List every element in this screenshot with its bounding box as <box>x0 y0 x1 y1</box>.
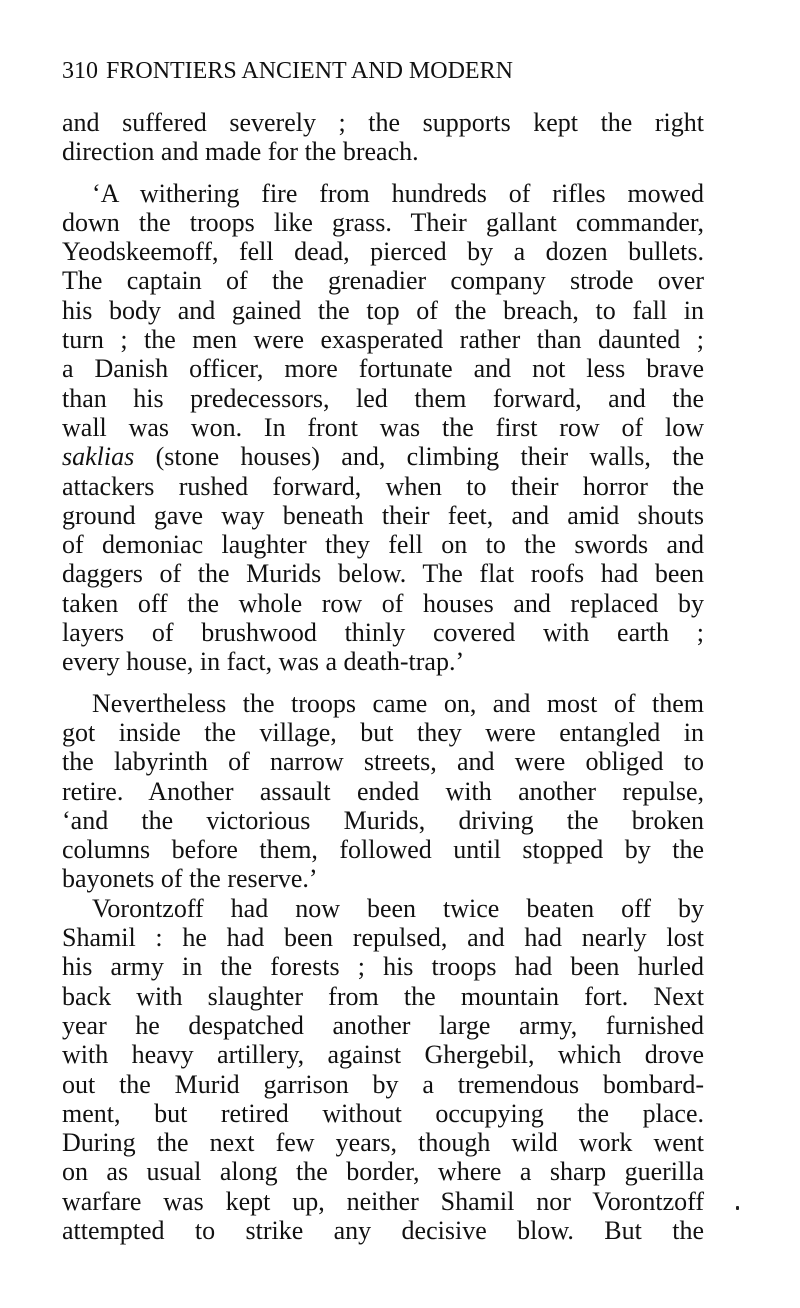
text-line: the labyrinth of narrow streets, and were obliged to <box>62 747 704 777</box>
text-fragment: (stone houses) and, climbing their walls, the <box>134 442 704 472</box>
text-line: out the Murid garrison by a tremendous bombard- <box>62 1069 704 1099</box>
text-line: year he despatched another large army, furnished <box>62 1010 704 1040</box>
text-line: got inside the village, but they were entangled in <box>62 717 704 747</box>
text-line: turn ; the men were exasperated rather than daunted ; <box>62 325 704 355</box>
text-line: The captain of the grenadier company strode over <box>62 266 704 296</box>
text-line: Nevertheless the troops came on, and most of them <box>92 688 704 718</box>
text-line: on as usual along the border, where a sharp guerilla <box>62 1157 704 1187</box>
scan-speck <box>736 1206 739 1210</box>
text-line: ‘and the victorious Murids, driving the broken <box>62 805 704 835</box>
text-line: daggers of the Murids below. The flat roofs had been <box>62 559 704 589</box>
text-line: his body and gained the top of the breach, to fall in <box>62 295 704 325</box>
text-line: direction and made for the breach. <box>62 137 419 167</box>
text-line: Shamil : he had been repulsed, and had nearly lost <box>62 923 704 953</box>
text-line: wall was won. In front was the first row of low <box>62 412 704 442</box>
text-line: attackers rushed forward, when to their horror the <box>62 471 704 501</box>
quoted-paragraph <box>62 179 704 677</box>
text-line: attempted to strike any decisive blow. But the <box>62 1215 704 1245</box>
paragraph <box>62 108 704 167</box>
text-line: than his predecessors, led them forward, and the <box>62 383 704 413</box>
text-line: of demoniac laughter they fell on to the swords and <box>62 530 704 560</box>
text-line: columns before them, followed until stopped by the <box>62 835 704 865</box>
paragraph <box>62 689 704 894</box>
paragraph <box>62 894 704 1246</box>
text-line: ‘A withering fire from hundreds of rifles mowed <box>92 178 704 208</box>
text-line: a Danish officer, more fortunate and not less brave <box>62 354 704 384</box>
text-line: down the troops like grass. Their gallant commander, <box>62 207 704 237</box>
text-line: Vorontzoff had now been twice beaten off by <box>92 893 704 923</box>
text-line: During the next few years, though wild work went <box>62 1128 704 1158</box>
text-line: retire. Another assault ended with another repulse, <box>62 776 704 806</box>
text-line: taken off the whole row of houses and replaced by <box>62 588 704 618</box>
text-line: his army in the forests ; his troops had been hurled <box>62 952 704 982</box>
text-line: Yeodskeemoff, fell dead, pierced by a dozen bullets. <box>62 237 704 267</box>
text-line: back with slaughter from the mountain fort. Next <box>62 981 704 1011</box>
text-line: ground gave way beneath their feet, and amid shouts <box>62 500 704 530</box>
page-number: 310 <box>62 58 98 84</box>
text-line <box>62 442 704 471</box>
text-line: with heavy artillery, against Ghergebil, which drove <box>62 1040 704 1070</box>
text-line: warfare was kept up, neither Shamil nor Vorontzoff <box>62 1186 704 1216</box>
text-line: ment, but retired without occupying the place. <box>62 1098 704 1128</box>
italic-term: saklias <box>62 442 135 472</box>
text-line: every house, in fact, was a death-trap.’ <box>62 647 465 677</box>
text-line: and suffered severely ; the supports kept the right <box>62 108 704 137</box>
running-header <box>62 56 702 86</box>
text-line: bayonets of the reserve.’ <box>62 864 318 894</box>
page-body <box>62 108 704 1257</box>
running-title: FRONTIERS ANCIENT AND MODERN <box>106 58 513 84</box>
text-line: layers of brushwood thinly covered with earth ; <box>62 618 704 648</box>
